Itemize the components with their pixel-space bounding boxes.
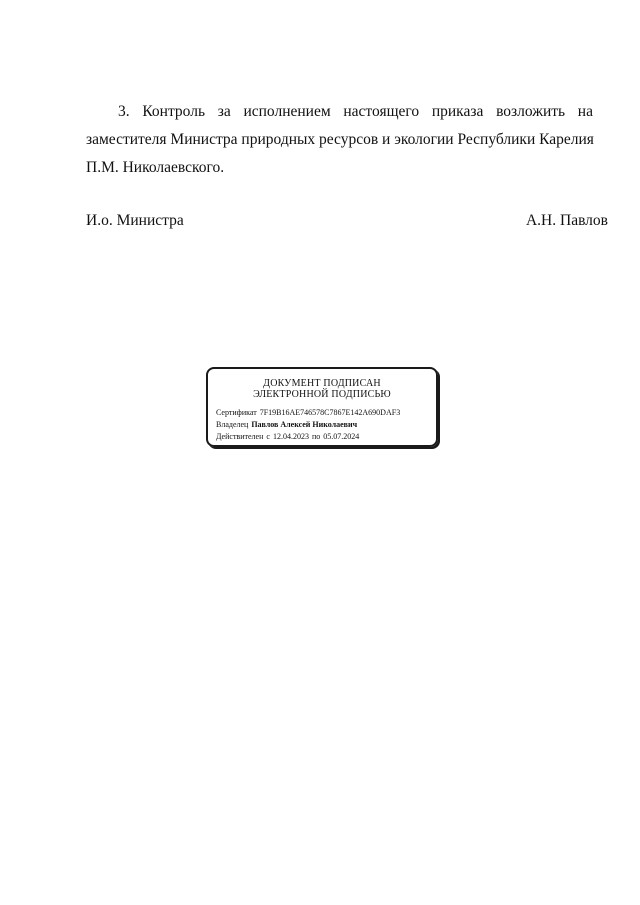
signature-block — [86, 211, 608, 231]
paragraph-line-1: 3. Контроль за исполнением настоящего приказа возложить на — [118, 103, 593, 120]
owner-value: Павлов Алексей Николаевич — [251, 420, 358, 429]
signatory-position: И.о. Министра — [86, 212, 184, 229]
paragraph-line-3: П.М. Николаевского. — [86, 159, 225, 176]
valid-from-word: с — [266, 432, 270, 441]
valid-from-date: 12.04.2023 — [272, 432, 309, 441]
order-paragraph-3 — [86, 98, 593, 182]
stamp-validity-row — [216, 432, 359, 442]
owner-label: Владелец — [216, 420, 249, 429]
stamp-certificate-row — [216, 408, 400, 418]
electronic-signature-stamp — [206, 367, 438, 447]
stamp-heading — [208, 378, 436, 400]
valid-to-date: 05.07.2024 — [323, 432, 360, 441]
stamp-heading-line-2: ЭЛЕКТРОННОЙ ПОДПИСЬЮ — [253, 389, 391, 400]
valid-to-word: по — [311, 432, 321, 441]
stamp-heading-line-1: ДОКУМЕНТ ПОДПИСАН — [263, 378, 381, 389]
certificate-label: Сертификат — [216, 408, 257, 417]
paragraph-line-2: заместителя Министра природных ресурсов и экологии Республики Карелия — [86, 131, 594, 148]
certificate-value: 7F19B16AE746578C7867E142A690DAF3 — [259, 408, 401, 417]
valid-label: Действителен — [216, 432, 264, 441]
signatory-name: А.Н. Павлов — [525, 212, 608, 229]
stamp-owner-row — [216, 420, 357, 430]
